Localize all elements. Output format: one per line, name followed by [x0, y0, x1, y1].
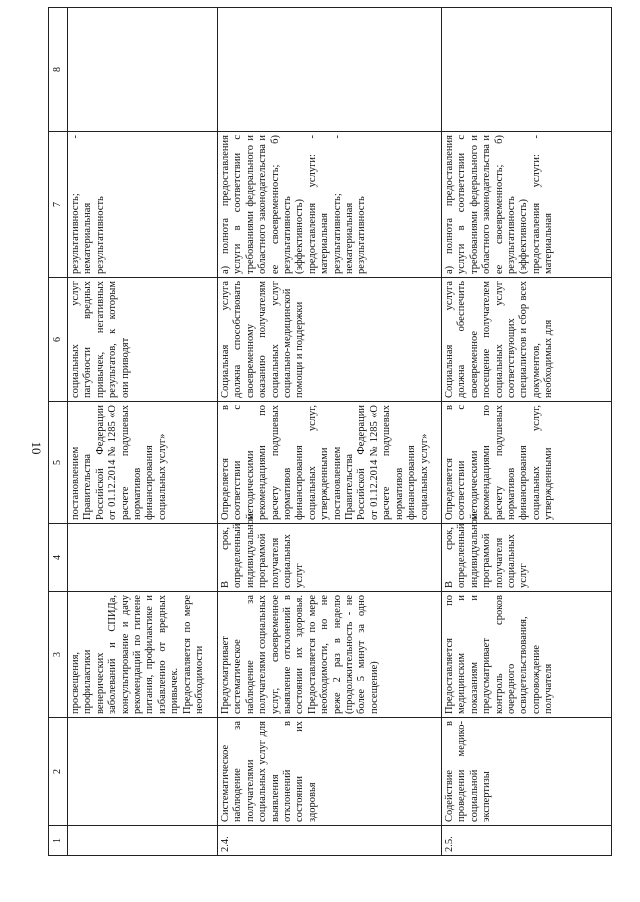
service-indicators: а) полнота предоставления услуги в соответствии с требованиями федерального и областного законодательства и ее своевременность; б) результативность (эффективность) предоставления услуги: - материальная результативность; - нематериальная результативность — [218, 132, 442, 278]
service-term: В срок, определенный индивидуальной программой получателя социальных услуг — [442, 524, 612, 592]
service-description: просвещения, профилактики венерических заболеваний и СПИДа, консультирование и дачу рекомендаций по гигиене питания, профилактике и избавлению от вредных привычек. Предоставляется по мере необходимости — [68, 592, 218, 718]
table-row — [68, 8, 218, 856]
row-number — [68, 826, 218, 856]
service-conditions: Социальная услуга должна обеспечить своевременное посещение получателем социальных услуг соответствующих специалистов и сбор всех документов, необходимых для — [442, 278, 612, 402]
service-cost: постановлением Правительства Российской Федерации от 01.12.2014 № 1285 «О расчете подушевых нормативов финансирования социальных услуг» — [68, 402, 218, 524]
service-description: Предоставляется по медицинским и показаниям и предусматривает контроль сроков очередного освидетельствования, сопровождение получателя — [442, 592, 612, 718]
service-indicators: а) полнота предоставления услуги в соответствии с требованиями федерального и областного законодательства и ее своевременность; б) результативность (эффективность) предоставления услуги: - материальная — [442, 132, 612, 278]
header-col-4: 4 — [49, 524, 68, 592]
service-conditions: Социальная услуга должна способствовать своевременному оказанию получателям социальных услуг социально-медицинской помощи и поддержки — [218, 278, 442, 402]
service-evaluation — [442, 8, 612, 132]
header-col-1: 1 — [49, 826, 68, 856]
rotated-table-wrapper — [48, 8, 608, 856]
header-col-5: 5 — [49, 402, 68, 524]
service-description: Предусматривает систематическое наблюдение за получателями социальных услуг, своевременное выявление отклонений в состоянии их здоровья. Предоставляется по мере необходимости, но не реже 2 раз в неделю (продолжительность - не более 5 минут за одно посещение) — [218, 592, 442, 718]
service-conditions: социальных услуг пагубности вредных привычек, негативных результатов, к которым они приводят — [68, 278, 218, 402]
service-term: В срок, определенный индивидуальной программой получателя социальных услуг — [218, 524, 442, 592]
service-name: Систематическое наблюдение за получателями социальных услуг для выявления отклонений в состоянии их здоровья — [218, 718, 442, 826]
header-col-2: 2 — [49, 718, 68, 826]
page-number: 10 — [29, 441, 44, 455]
service-indicators: результативность; - нематериальная результативность — [68, 132, 218, 278]
services-table — [48, 7, 612, 856]
header-row — [49, 8, 68, 856]
service-evaluation — [218, 8, 442, 132]
table-row — [218, 8, 442, 856]
table-row — [442, 8, 612, 856]
header-col-7: 7 — [49, 132, 68, 278]
service-evaluation — [68, 8, 218, 132]
header-col-3: 3 — [49, 592, 68, 718]
row-number: 2.4. — [218, 826, 442, 856]
service-cost: Определяется в соответствии с методическими рекомендациями по расчету подушевых нормативов финансирования социальных услуг, утвержденными — [442, 402, 612, 524]
service-cost: Определяется в соответствии с методическими рекомендациями по расчету подушевых нормативов финансирования социальных услуг, утвержденными постановлением Правительства Российской Федерации от 01.12.2014 № 1285 «О расчете подушевых нормативов финансирования социальных услуг» — [218, 402, 442, 524]
row-number: 2.5. — [442, 826, 612, 856]
service-name: Содействие в проведении медико-социальной экспертизы — [442, 718, 612, 826]
header-col-8: 8 — [49, 8, 68, 132]
service-term — [68, 524, 218, 592]
service-name — [68, 718, 218, 826]
header-col-6: 6 — [49, 278, 68, 402]
